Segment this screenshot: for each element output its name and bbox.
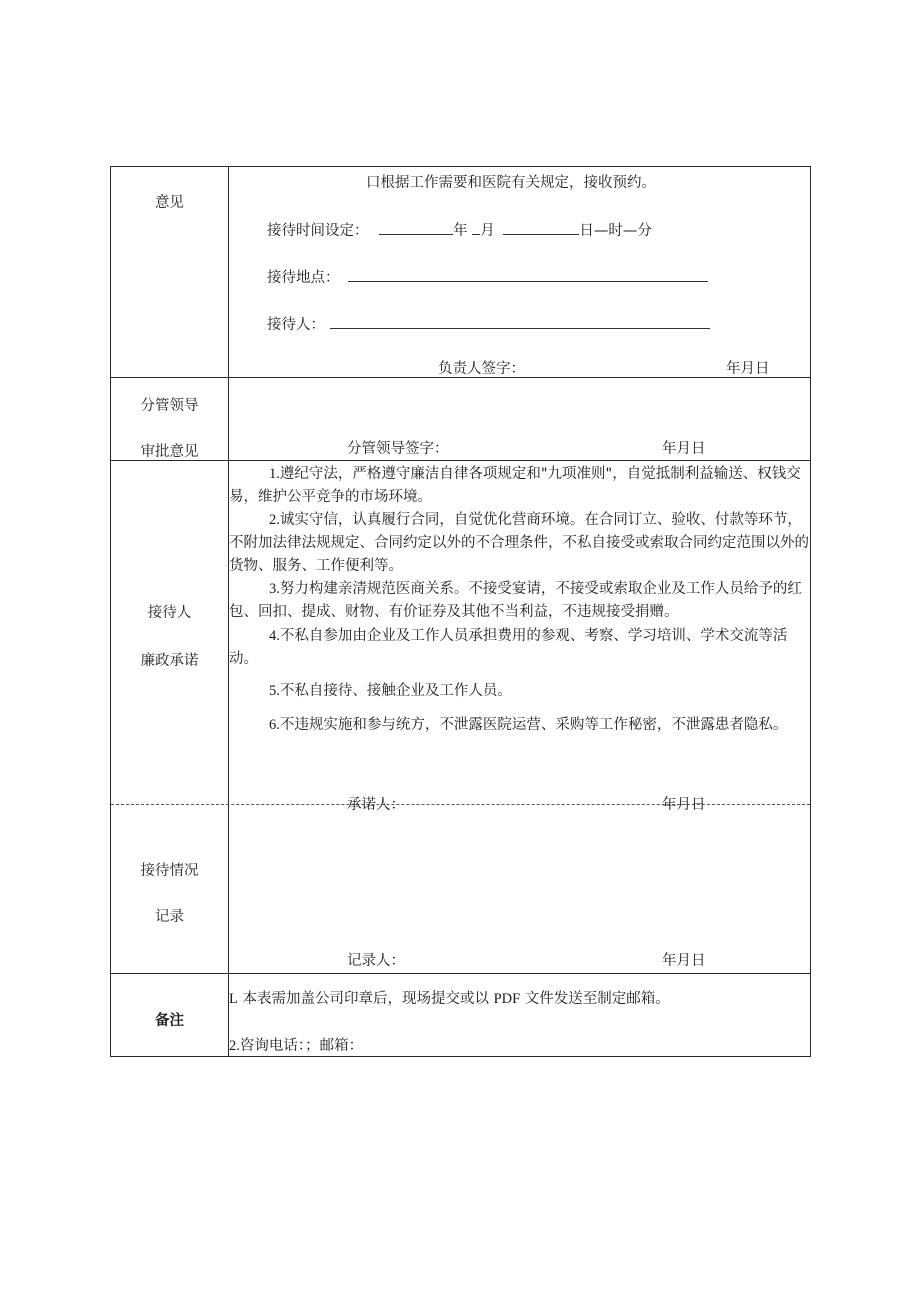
reception-host-field[interactable] bbox=[330, 314, 710, 329]
reception-place-label: 接待地点： bbox=[267, 270, 340, 286]
time-month-text: 月 bbox=[480, 223, 495, 239]
reception-time-label: 接待时间设定： bbox=[267, 223, 369, 239]
leader-sign-label: 分管领导签字： bbox=[347, 441, 449, 457]
record-date-label: 年月日 bbox=[662, 953, 706, 969]
record-label-line1: 接待情况 bbox=[140, 863, 199, 879]
opinion-check-line: 口根据工作需要和医院有关规定，接收预约。 bbox=[366, 175, 656, 191]
reception-host-row bbox=[267, 314, 710, 334]
reception-time-row bbox=[267, 220, 652, 240]
reception-place-field[interactable] bbox=[348, 267, 708, 282]
reception-place-row bbox=[267, 267, 708, 287]
pledge-sign-label: 承诺人： bbox=[347, 797, 405, 813]
row-divider bbox=[111, 973, 810, 974]
pledge-item-6: 6.不违规实施和参与统方，不泄露医院运营、采购等工作秘密，不泄露患者隐私。 bbox=[269, 717, 788, 733]
record-label-line2: 记录 bbox=[155, 909, 184, 925]
pledge-item-4: 4.不私自参加由企业及工作人员承担费用的参观、考察、学习培训、学术交流等活动。 bbox=[229, 628, 788, 667]
opinion-sign-row bbox=[229, 353, 810, 376]
pledge-item-3: 3.努力构建亲清规范医商关系。不接受宴请，不接受或索取企业及工作人员给予的红包、回扣、提成、财物、有价证券及其他不当利益，不违规接受捐赠。 bbox=[229, 581, 802, 620]
time-year-field[interactable] bbox=[379, 220, 453, 235]
opinion-date-label: 年月日 bbox=[726, 361, 770, 377]
pledge-item-5: 5.不私自接待、接触企业及工作人员。 bbox=[269, 683, 512, 699]
remarks-label: 备注 bbox=[155, 1013, 184, 1029]
remarks-line-1: L 本表需加盖公司印章后，现场提交或以 PDF 文件发送至制定邮箱。 bbox=[229, 991, 670, 1007]
time-day-field[interactable] bbox=[503, 220, 579, 235]
opinion-label: 意见 bbox=[155, 195, 184, 211]
leader-label-line2: 审批意见 bbox=[140, 444, 199, 460]
leader-date-label: 年月日 bbox=[662, 441, 706, 457]
time-tail-text: 日—时—分 bbox=[579, 223, 652, 239]
pledge-label-line2: 廉政承诺 bbox=[140, 653, 199, 669]
remarks-line-2: 2.咨询电话：；邮箱： bbox=[229, 1038, 364, 1054]
reception-host-label: 接待人： bbox=[267, 317, 325, 333]
pledge-label-line1: 接待人 bbox=[147, 605, 192, 621]
opinion-sign-label: 负责人签字： bbox=[438, 361, 525, 377]
leader-label-line1: 分管领导 bbox=[140, 398, 199, 414]
pledge-sign-row bbox=[229, 792, 810, 813]
pledge-item-2: 2.诚实守信，认真履行合同，自觉优化营商环境。在合同订立、验收、付款等环节，不附加法律法规规定、合同约定以外的不合理条件，不私自接受或索取合同约定范围以外的货物、服务、工作便利等。 bbox=[229, 512, 809, 574]
time-year-text: 年 bbox=[453, 223, 468, 239]
record-sign-label: 记录人： bbox=[347, 953, 405, 969]
reception-form-table bbox=[110, 166, 811, 1057]
pledge-date-label: 年月日 bbox=[662, 797, 706, 813]
pledge-item-1: 1.遵纪守法，严格遵守廉洁自律各项规定和"九项准则"，自觉抵制利益输送、权钱交易，维护公平竞争的市场环境。 bbox=[229, 466, 801, 505]
